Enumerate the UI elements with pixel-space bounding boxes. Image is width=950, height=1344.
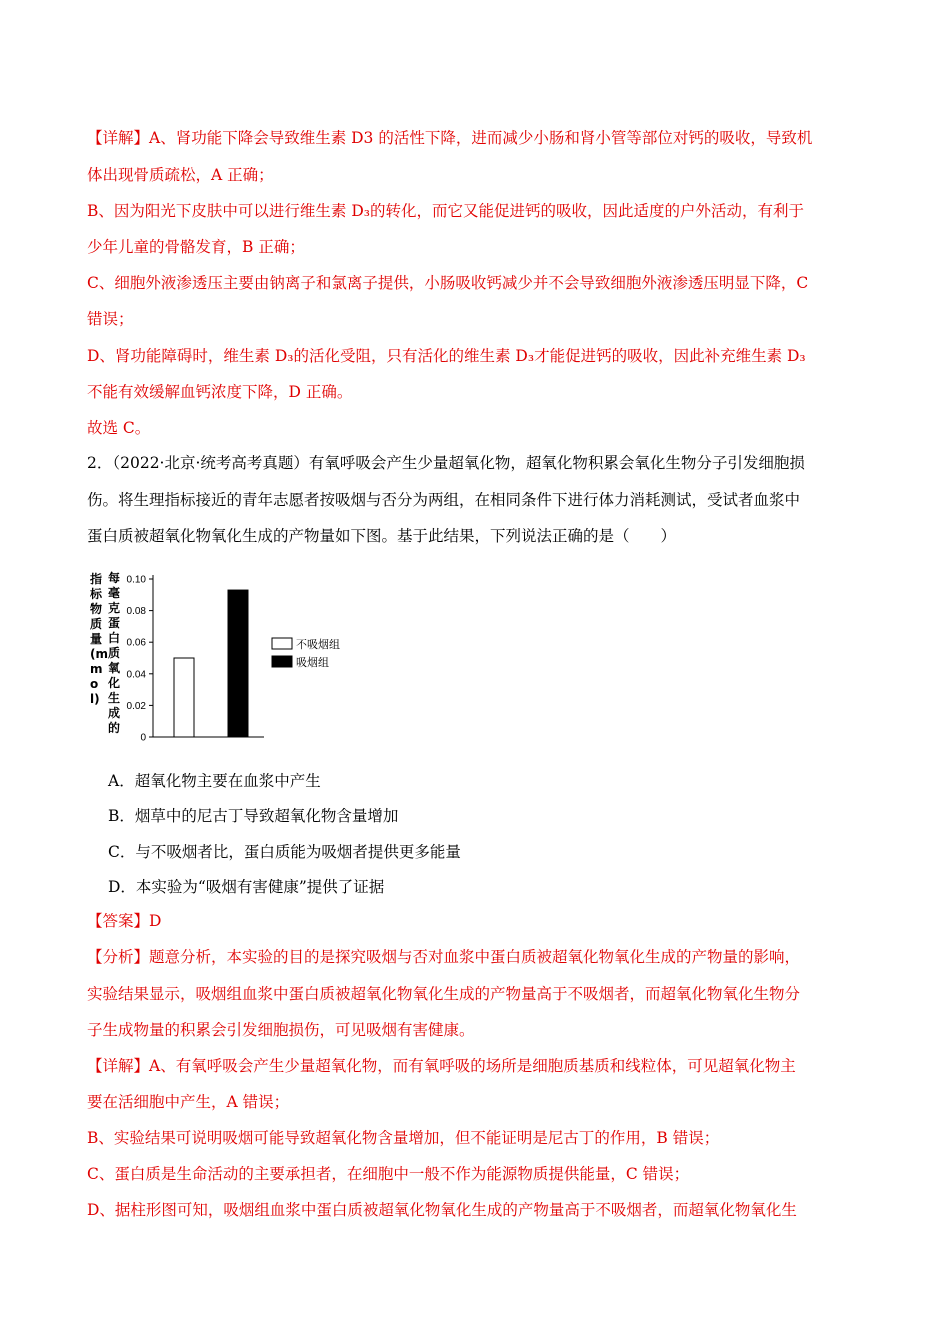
detail2-line-4: C、蛋白质是生命活动的主要承担者，在细胞中一般不作为能源物质提供能量，C 错误；: [87, 1165, 690, 1183]
question-line-2: 伤。将生理指标接近的青年志愿者按吸烟与否分为两组，在相同条件下进行体力消耗测试，受试者血浆中: [87, 491, 801, 509]
y-tick-label: 0.04: [126, 669, 146, 681]
detail-line-5: C、细胞外液渗透压主要由钠离子和氯离子提供，小肠吸收钙减少并不会导致细胞外液渗透压明显下降，C: [87, 274, 809, 292]
detail2-line-3: B、实验结果可说明吸烟可能导致超氧化物含量增加，但不能证明是尼古丁的作用，B 错误；: [87, 1129, 720, 1147]
analysis-line-3: 子生成物量的积累会引发细胞损伤，可见吸烟有害健康。: [87, 1021, 475, 1039]
option-d: D．本实验为“吸烟有害健康”提供了证据: [108, 878, 385, 896]
option-c: C．与不吸烟者比，蛋白质能为吸烟者提供更多能量: [108, 843, 461, 861]
bar-smoker: [228, 590, 248, 737]
question-line-1: 2．（2022·北京·统考高考真题）有氧呼吸会产生少量超氧化物，超氧化物积累会氧化生物分子引发细胞损: [87, 454, 805, 472]
legend-swatch-non-smoker: [272, 638, 292, 649]
legend-swatch-smoker: [272, 656, 292, 667]
y-tick-label: 0.02: [126, 700, 146, 712]
detail-line-1: 【详解】A、肾功能下降会导致维生素 D3 的活性下降，进而减少小肠和肾小管等部位对钙的吸收，导致机: [87, 129, 813, 147]
bar-non-smoker: [174, 658, 194, 737]
y-tick-label: 0.08: [126, 606, 146, 618]
legend-label-non-smoker: 不吸烟组: [296, 638, 340, 651]
analysis-line-2: 实验结果显示，吸烟组血浆中蛋白质被超氧化物氧化生成的产物量高于不吸烟者，而超氧化物氧化生物分: [87, 985, 801, 1003]
conclusion-line: 故选 C。: [87, 419, 151, 437]
detail2-line-2: 要在活细胞中产生，A 错误；: [87, 1093, 290, 1111]
detail-line-4: 少年儿童的骨骼发育，B 正确；: [87, 238, 305, 256]
y-tick-label: 0.06: [126, 637, 146, 649]
detail-line-3: B、因为阳光下皮肤中可以进行维生素 D₃的转化，而它又能促进钙的吸收，因此适度的户外活动，有利于: [87, 202, 804, 220]
detail-line-2: 体出现骨质疏松，A 正确；: [87, 166, 274, 184]
detail2-line-5: D、据柱形图可知，吸烟组血浆中蛋白质被超氧化物氧化生成的产物量高于不吸烟者，而超氧化物氧化生: [87, 1201, 797, 1219]
legend-label-smoker: 吸烟组: [296, 656, 329, 669]
y-axis-label-left: 指标物质量(mmol): [90, 572, 108, 706]
y-tick-label: 0: [140, 732, 146, 744]
y-tick-label: 0.10: [126, 574, 146, 586]
detail-line-8: 不能有效缓解血钙浓度下降，D 正确。: [87, 383, 353, 401]
detail2-line-1: 【详解】A、有氧呼吸会产生少量超氧化物，而有氧呼吸的场所是细胞质基质和线粒体，可见超氧化物主: [87, 1057, 796, 1075]
y-axis-label-right: 每毫克蛋白质氧化生成的: [108, 571, 121, 735]
chart-svg: [88, 566, 348, 746]
option-b: B．烟草中的尼古丁导致超氧化物含量增加: [108, 807, 399, 825]
answer-line: 【答案】D: [87, 912, 162, 930]
detail-line-7: D、肾功能障碍时，维生素 D₃的活化受阻，只有活化的维生素 D₃才能促进钙的吸收，因此补充维生素 D₃: [87, 347, 806, 365]
option-a: A．超氧化物主要在血浆中产生: [108, 772, 321, 790]
detail-line-6: 错误；: [87, 310, 134, 328]
question-line-3: 蛋白质被超氧化物氧化生成的产物量如下图。基于此结果，下列说法正确的是（ ）: [87, 527, 677, 545]
analysis-line-1: 【分析】题意分析，本实验的目的是探究吸烟与否对血浆中蛋白质被超氧化物氧化生成的产物量的影响，: [87, 948, 801, 966]
